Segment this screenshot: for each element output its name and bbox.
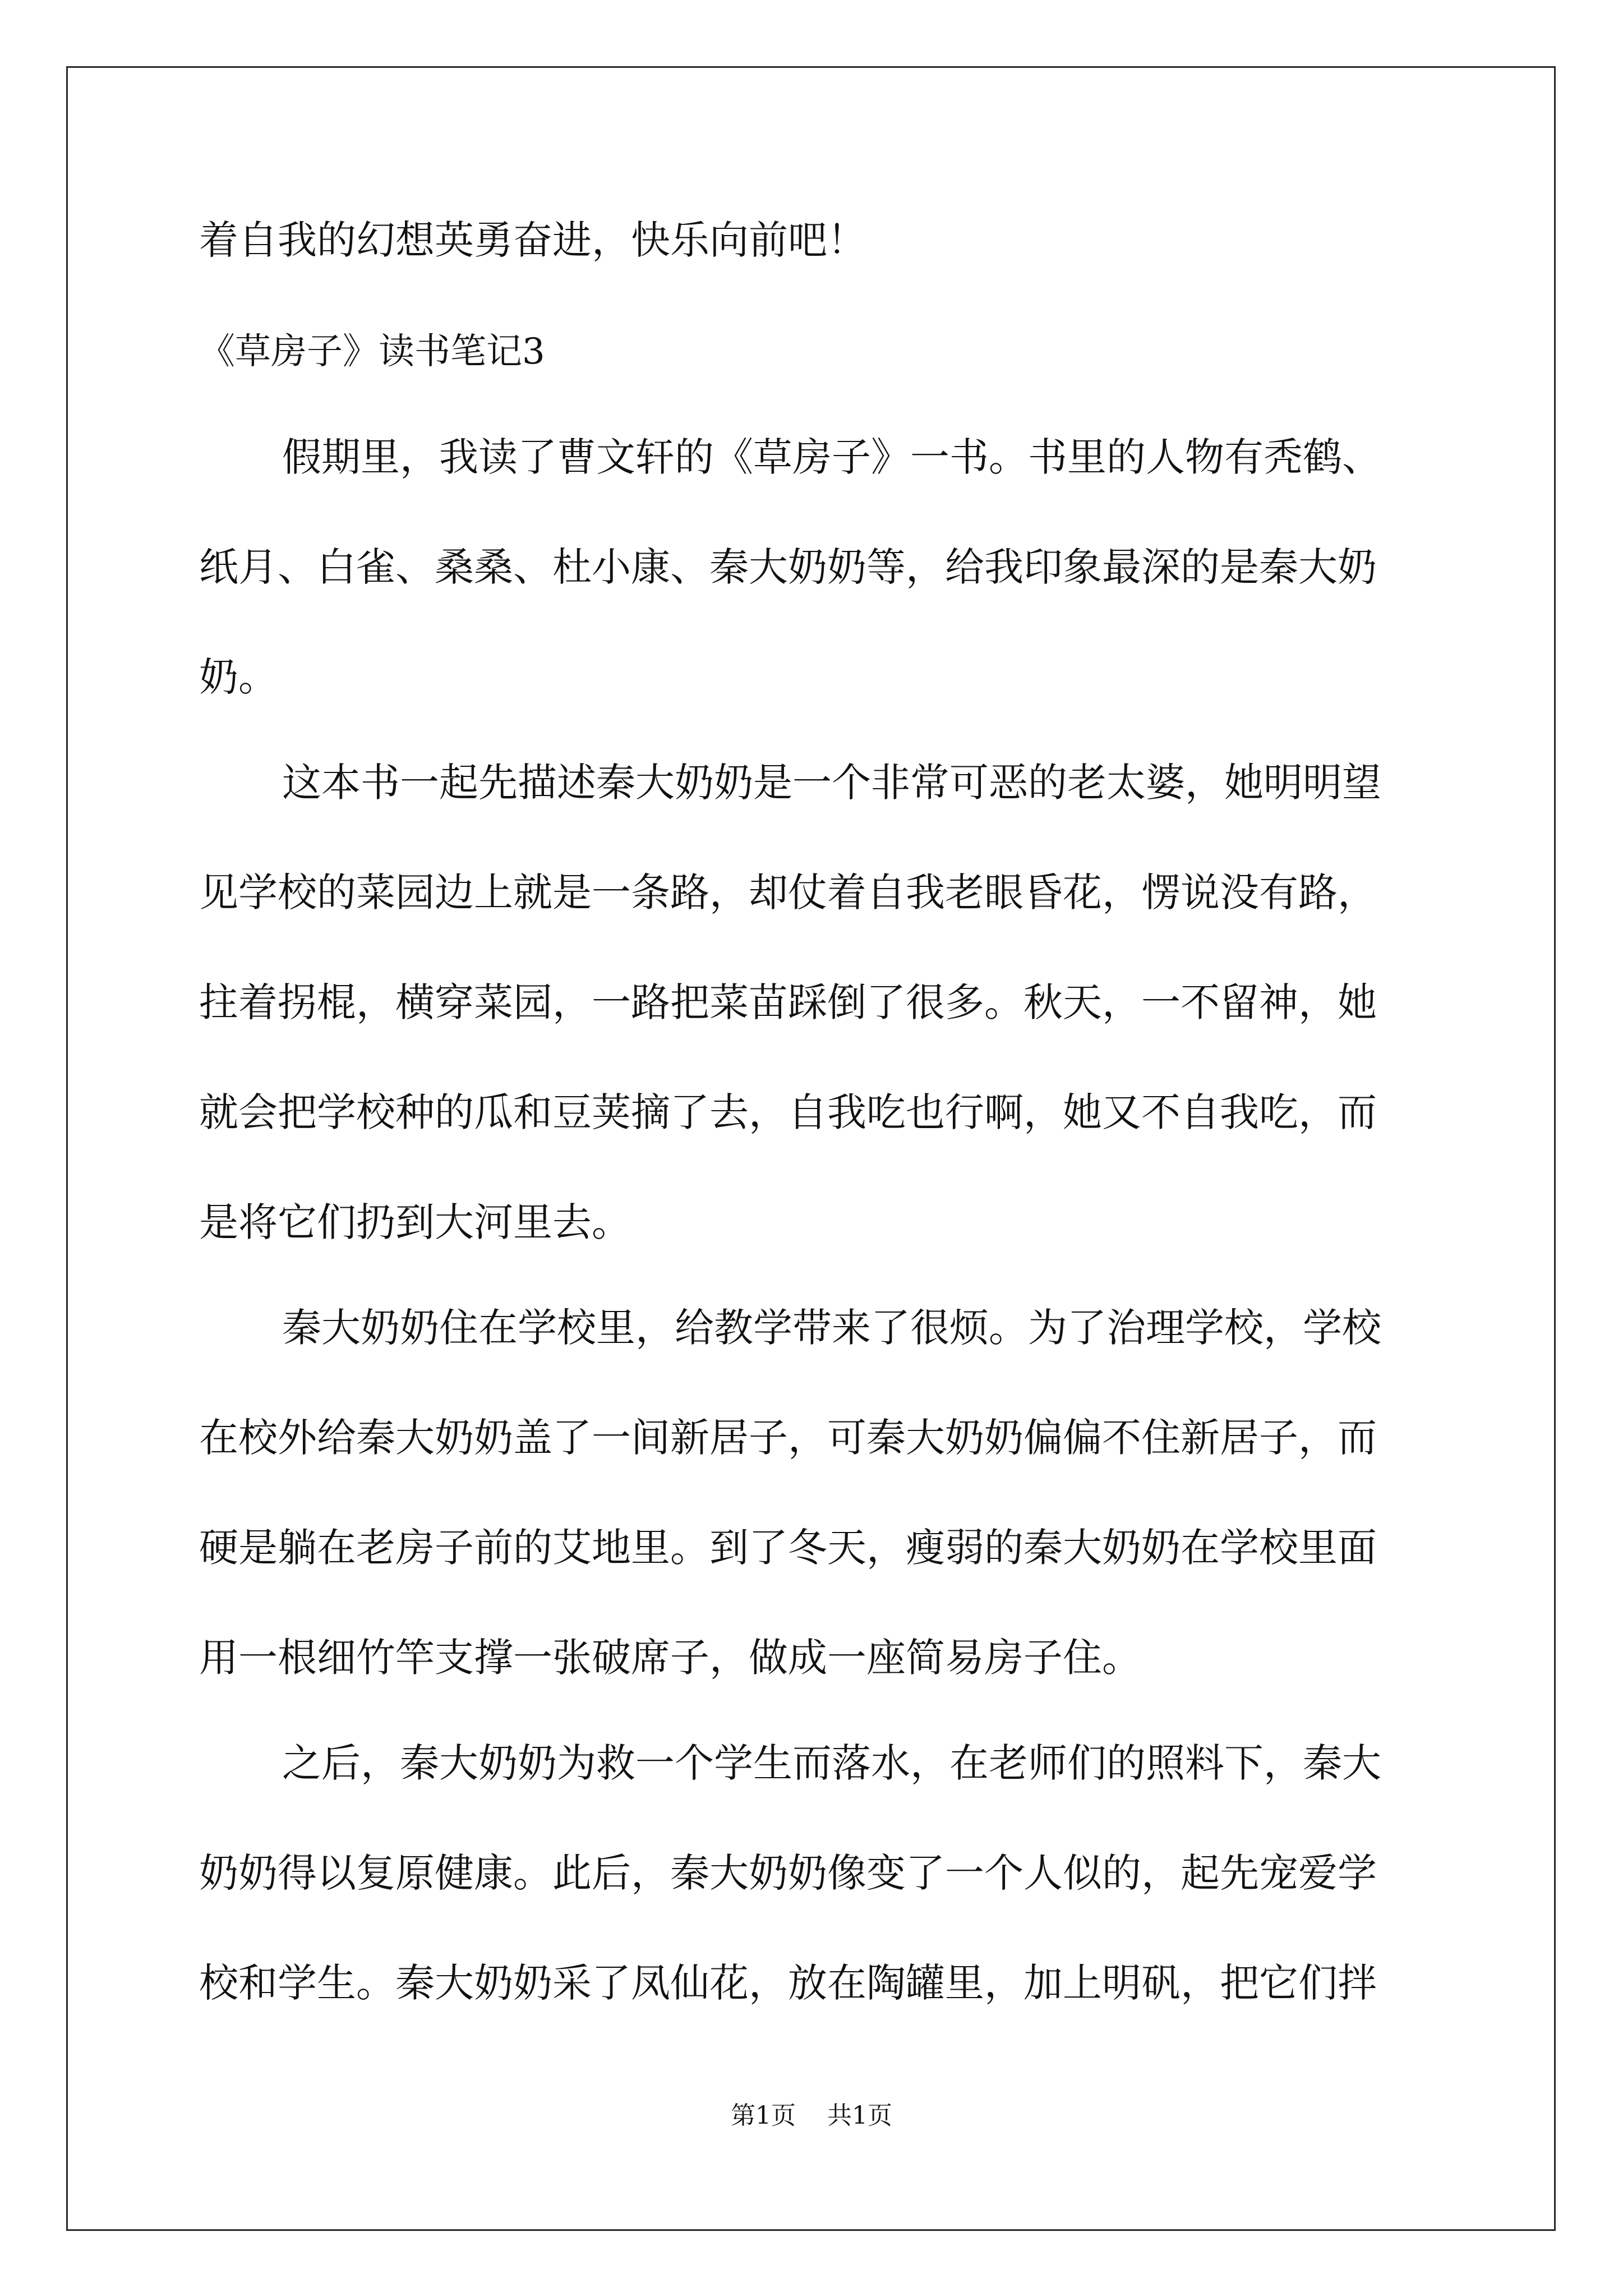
page-footer: 第1页 共1页 <box>731 2101 892 2130</box>
paragraph-line: 秦大奶奶住在学校里，给教学带来了很烦。为了治理学校，学校 <box>282 1305 1381 1351</box>
paragraph-line: 这本书一起先描述秦大奶奶是一个非常可恶的老太婆，她明明望 <box>282 760 1381 806</box>
paragraph-1 <box>199 429 1433 705</box>
section-heading: 《草房子》读书笔记3 <box>199 331 545 372</box>
paragraph-2 <box>199 754 1433 1250</box>
paragraph-line: 在校外给秦大奶奶盖了一间新居子，可秦大奶奶偏偏不住新居子，而 <box>199 1415 1377 1461</box>
continuation-line: 着自我的幻想英勇奋进，快乐向前吧！ <box>199 217 866 263</box>
paragraph-line: 校和学生。秦大奶奶采了凤仙花，放在陶罐里，加上明矾，把它们拌 <box>199 1960 1377 2006</box>
paragraph-line: 奶奶得以复原健康。此后，秦大奶奶像变了一个人似的，起先宠爱学 <box>199 1850 1377 1896</box>
document-body <box>199 212 1433 2011</box>
paragraph-3 <box>199 1300 1433 1686</box>
paragraph-line: 用一根细竹竿支撑一张破席子，做成一座简易房子住。 <box>199 1635 1141 1681</box>
paragraph-line: 拄着拐棍，横穿菜园，一路把菜苗踩倒了很多。秋天，一不留神，她 <box>199 979 1377 1025</box>
paragraph-line: 见学校的菜园边上就是一条路，却仗着自我老眼昏花，愣说没有路， <box>199 869 1377 915</box>
paragraph-line: 是将它们扔到大河里去。 <box>199 1199 631 1245</box>
paragraph-line: 纸月、白雀、桑桑、杜小康、秦大奶奶等，给我印象最深的是秦大奶 <box>199 544 1377 590</box>
paragraph-line: 之后，秦大奶奶为救一个学生而落水，在老师们的照料下，秦大 <box>282 1740 1381 1786</box>
paragraph-line: 奶。 <box>199 654 278 700</box>
paragraph-line: 假期里，我读了曹文轩的《草房子》一书。书里的人物有秃鹤、 <box>282 434 1381 480</box>
paragraph-4 <box>199 1735 1433 2011</box>
paragraph-line: 硬是躺在老房子前的艾地里。到了冬天，瘦弱的秦大奶奶在学校里面 <box>199 1525 1377 1571</box>
paragraph-line: 就会把学校种的瓜和豆荚摘了去，自我吃也行啊，她又不自我吃，而 <box>199 1089 1377 1135</box>
